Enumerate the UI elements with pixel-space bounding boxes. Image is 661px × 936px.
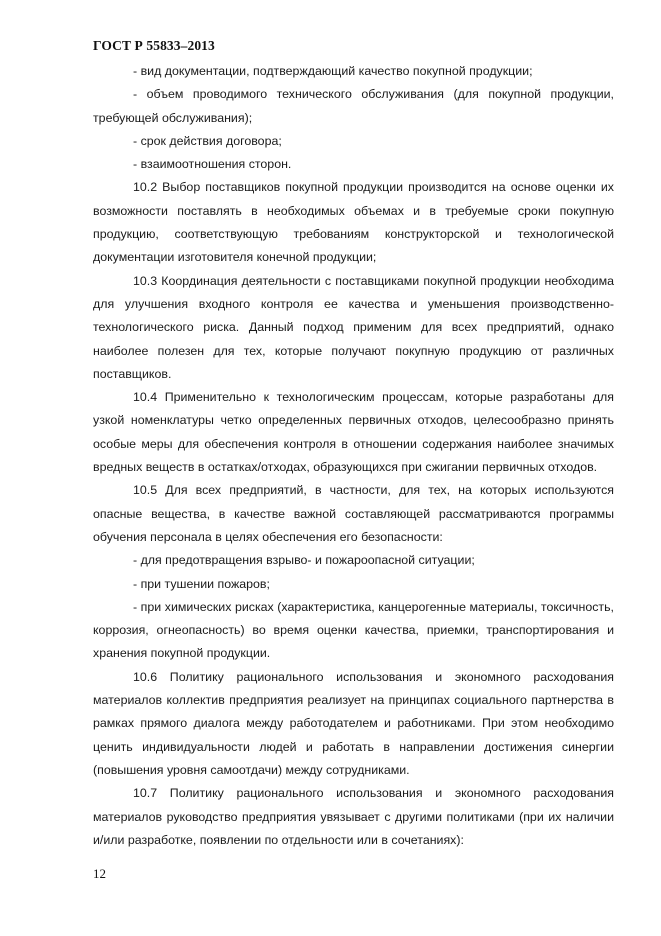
document-body <box>93 60 614 852</box>
paragraph-10-3: 10.3 Координация деятельности с поставщиками покупной продукции необходима для улучшения входного контроля ее качества и уменьшения производственно-технологического риска. Данный подход применим для всех предприятий, однако наиболее полезен для тех, которые получают покупную продукцию от различных поставщиков. <box>93 273 614 381</box>
list-item-contract-term: - срок действия договора; <box>133 133 282 148</box>
page-number: 12 <box>93 866 106 881</box>
paragraph-10-4: 10.4 Применительно к технологическим процессам, которые разработаны для узкой номенклатуры четко определенных первичных отходов, целесообразно принять особые меры для обеспечения контроля в отношении содержания наиболее значимых вредных веществ в остатках/отходах, образующихся при сжигании первичных отходов. <box>93 390 614 475</box>
list-item-documentation-type: - вид документации, подтверждающий качество покупной продукции; <box>133 64 533 78</box>
list-item-party-relations: - взаимоотношения сторон. <box>133 157 292 172</box>
list-item-firefighting: - при тушении пожаров; <box>133 576 270 591</box>
paragraph-10-6: 10.6 Политику рационального использования и экономного расходования материалов коллектив предприятия реализует на принципах социального партнерства в рамках прямого диалога между работодателем и работниками. При этом необходимо ценить индивидуальности людей и работать в направлении достижения синергии (повышения уровня самоотдачи) между сотрудниками. <box>93 669 614 777</box>
paragraph-10-5: 10.5 Для всех предприятий, в частности, для тех, на которых используются опасные вещества, в качестве важной составляющей рассматриваются программы обучения персонала в целях обеспечения его безопасности: <box>93 483 614 544</box>
list-item-explosion-prevention: - для предотвращения взрыво- и пожароопасной ситуации; <box>133 553 475 568</box>
list-item-chemical-risks: - при химических рисках (характеристика, канцерогенные материалы, токсичность, коррозия, огнеопасность) во время оценки качества, приемки, транспортирования и хранения покупной продукции. <box>93 599 614 661</box>
list-item-maintenance-volume: - объем проводимого технического обслуживания (для покупной продукции, требующей обслуживания); <box>93 87 614 125</box>
document-header: ГОСТ Р 55833–2013 <box>93 38 215 53</box>
paragraph-10-7: 10.7 Политику рационального использования и экономного расходования материалов руководство предприятия увязывает с другими политиками (при их наличии и/или разработке, появлении по отдельности или в сочетаниях): <box>93 786 614 847</box>
paragraph-10-2: 10.2 Выбор поставщиков покупной продукции производится на основе оценки их возможности поставлять в необходимых объемах и в требуемые сроки покупную продукцию, соответствующую требованиям конструкторской и технологической документации изготовителя конечной продукции; <box>93 180 614 265</box>
